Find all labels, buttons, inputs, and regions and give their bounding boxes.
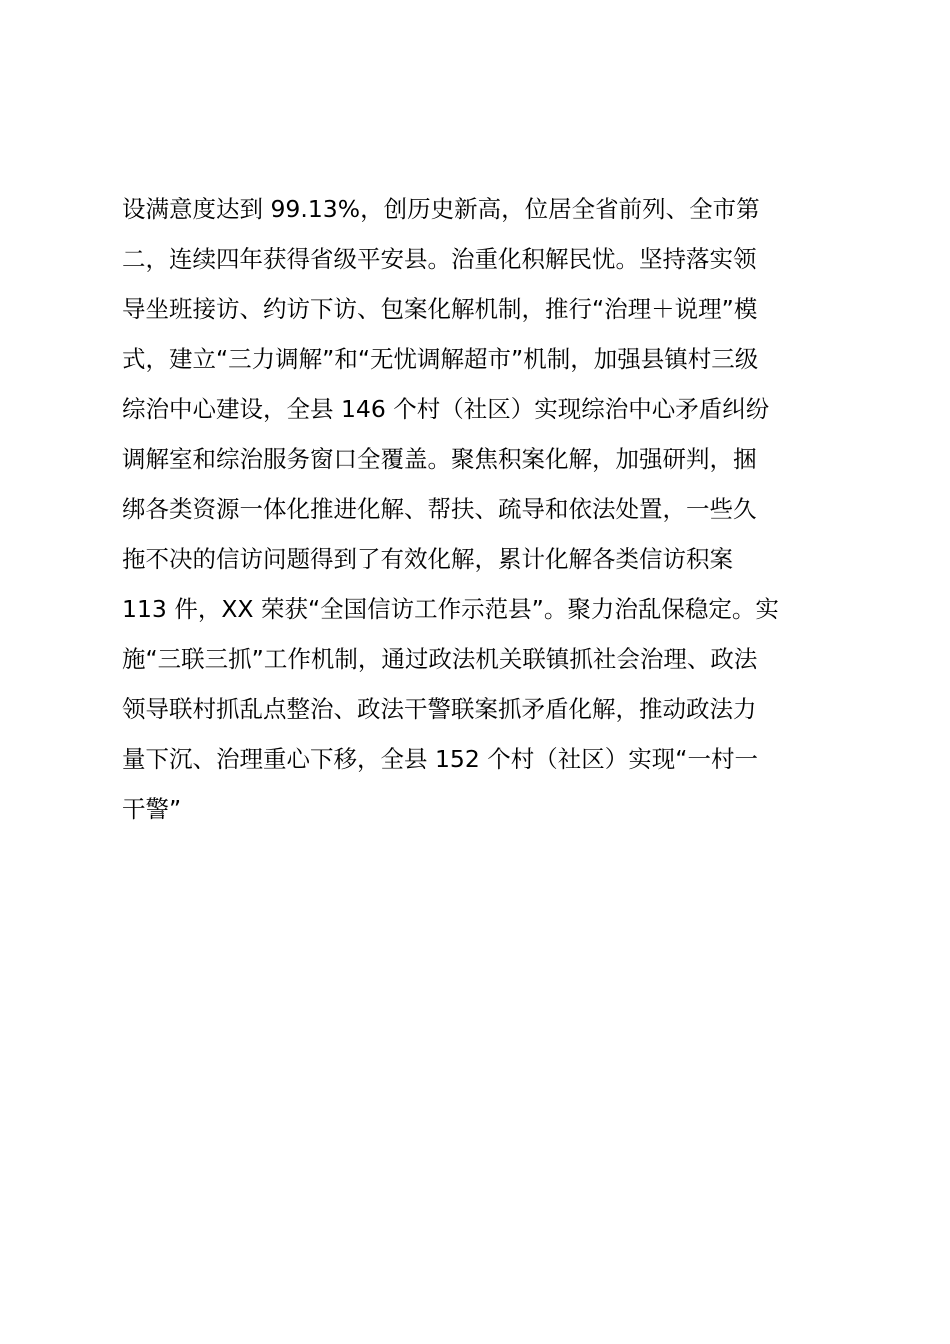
paragraph-line: 综治中心建设，全县 146 个村（社区）实现综治中心矛盾纠纷	[122, 395, 770, 423]
paragraph-line: 拖不决的信访问题得到了有效化解，累计化解各类信访积案	[122, 545, 733, 573]
paragraph-line: 绑各类资源一体化推进化解、帮扶、疏导和依法处置，一些久	[122, 495, 757, 523]
paragraph-line: 113 件，XX 荣获“全国信访工作示范县”。聚力治乱保稳定。实	[122, 595, 779, 623]
paragraph-line: 导坐班接访、约访下访、包案化解机制，推行“治理＋说理”模	[122, 295, 758, 323]
paragraph-line: 干警”	[122, 795, 182, 823]
body-paragraph	[122, 184, 842, 834]
paragraph-line: 二，连续四年获得省级平安县。治重化积解民忧。坚持落实领	[122, 245, 757, 273]
paragraph-line: 调解室和综治服务窗口全覆盖。聚焦积案化解，加强研判，捆	[122, 445, 757, 473]
paragraph-line: 领导联村抓乱点整治、政法干警联案抓矛盾化解，推动政法力	[122, 695, 757, 723]
paragraph-line: 施“三联三抓”工作机制，通过政法机关联镇抓社会治理、政法	[122, 645, 758, 673]
paragraph-line: 设满意度达到 99.13%，创历史新高，位居全省前列、全市第	[122, 195, 760, 223]
paragraph-line: 式，建立“三力调解”和“无忧调解超市”机制，加强县镇村三级	[122, 345, 759, 373]
paragraph-line: 量下沉、治理重心下移，全县 152 个村（社区）实现“一村一	[122, 745, 758, 773]
